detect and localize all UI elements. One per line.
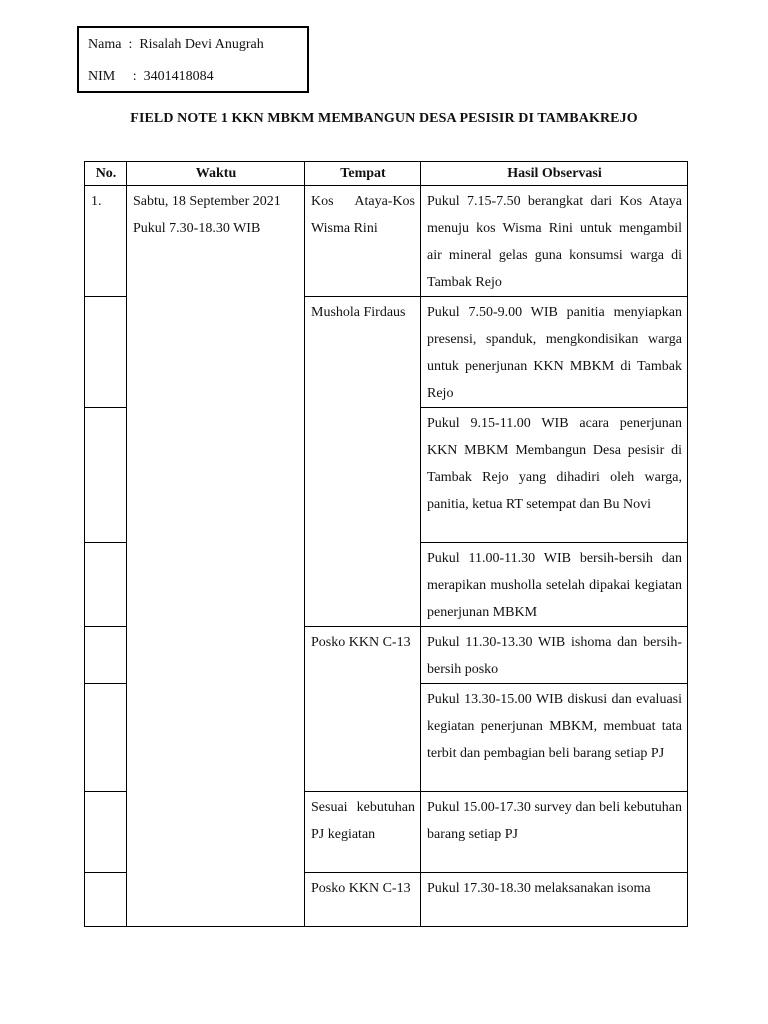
tempat-cell: Posko KKN C-13 [305, 627, 421, 792]
row-number [85, 297, 127, 408]
observasi-cell: Pukul 17.30-18.30 melaksanakan isoma [421, 873, 688, 927]
nim-row: NIM : 3401418084 [88, 69, 214, 84]
name-label: Nama [88, 37, 122, 52]
observation-table [84, 161, 688, 927]
row-number [85, 684, 127, 792]
tempat-cell: Mushola Firdaus [305, 297, 421, 627]
name-value: Risalah Devi Anugrah [139, 37, 264, 52]
header-no: No. [85, 162, 127, 186]
header-tempat: Tempat [305, 162, 421, 186]
tempat-cell: Sesuai kebutuhan PJ kegiatan [305, 792, 421, 873]
row-number [85, 408, 127, 543]
waktu-time: Pukul 7.30-18.30 WIB [133, 221, 261, 236]
nim-value: 3401418084 [143, 69, 214, 84]
observasi-cell: Pukul 13.30-15.00 WIB diskusi dan evaluasi kegiatan penerjunan MBKM, membuat tata terbit dan pembagian beli barang setiap PJ [421, 684, 688, 792]
row-number [85, 627, 127, 684]
tempat-cell: Posko KKN C-13 [305, 873, 421, 927]
observasi-cell: Pukul 11.00-11.30 WIB bersih-bersih dan merapikan musholla setelah dipakai kegiatan penerjunan MBKM [421, 543, 688, 627]
row-number [85, 543, 127, 627]
waktu-date: Sabtu, 18 September 2021 [133, 194, 281, 209]
waktu-cell [127, 186, 305, 927]
header-row [85, 162, 688, 186]
row-number [85, 792, 127, 873]
observasi-cell: Pukul 11.30-13.30 WIB ishoma dan bersih-bersih posko [421, 627, 688, 684]
row-number [85, 873, 127, 927]
identity-box [77, 26, 309, 93]
observasi-cell: Pukul 7.15-7.50 berangkat dari Kos Ataya menuju kos Wisma Rini untuk mengambil air mineral gelas guna konsumsi warga di Tambak Rejo [421, 186, 688, 297]
header-waktu: Waktu [127, 162, 305, 186]
observasi-cell: Pukul 7.50-9.00 WIB panitia menyiapkan presensi, spanduk, mengkondisikan warga untuk penerjunan KKN MBKM di Tambak Rejo [421, 297, 688, 408]
observasi-cell: Pukul 9.15-11.00 WIB acara penerjunan KKN MBKM Membangun Desa pesisir di Tambak Rejo yang dihadiri oleh warga, panitia, ketua RT setempat dan Bu Novi [421, 408, 688, 543]
row-number: 1. [85, 186, 127, 297]
name-row: Nama : Risalah Devi Anugrah [88, 37, 264, 52]
nim-label: NIM [88, 69, 116, 84]
header-hasil-observasi: Hasil Observasi [421, 162, 688, 186]
document-title: FIELD NOTE 1 KKN MBKM MEMBANGUN DESA PESISIR DI TAMBAKREJO [130, 111, 638, 126]
table-row [85, 186, 688, 297]
tempat-cell: Kos Ataya-Kos Wisma Rini [305, 186, 421, 297]
observasi-cell: Pukul 15.00-17.30 survey dan beli kebutuhan barang setiap PJ [421, 792, 688, 873]
